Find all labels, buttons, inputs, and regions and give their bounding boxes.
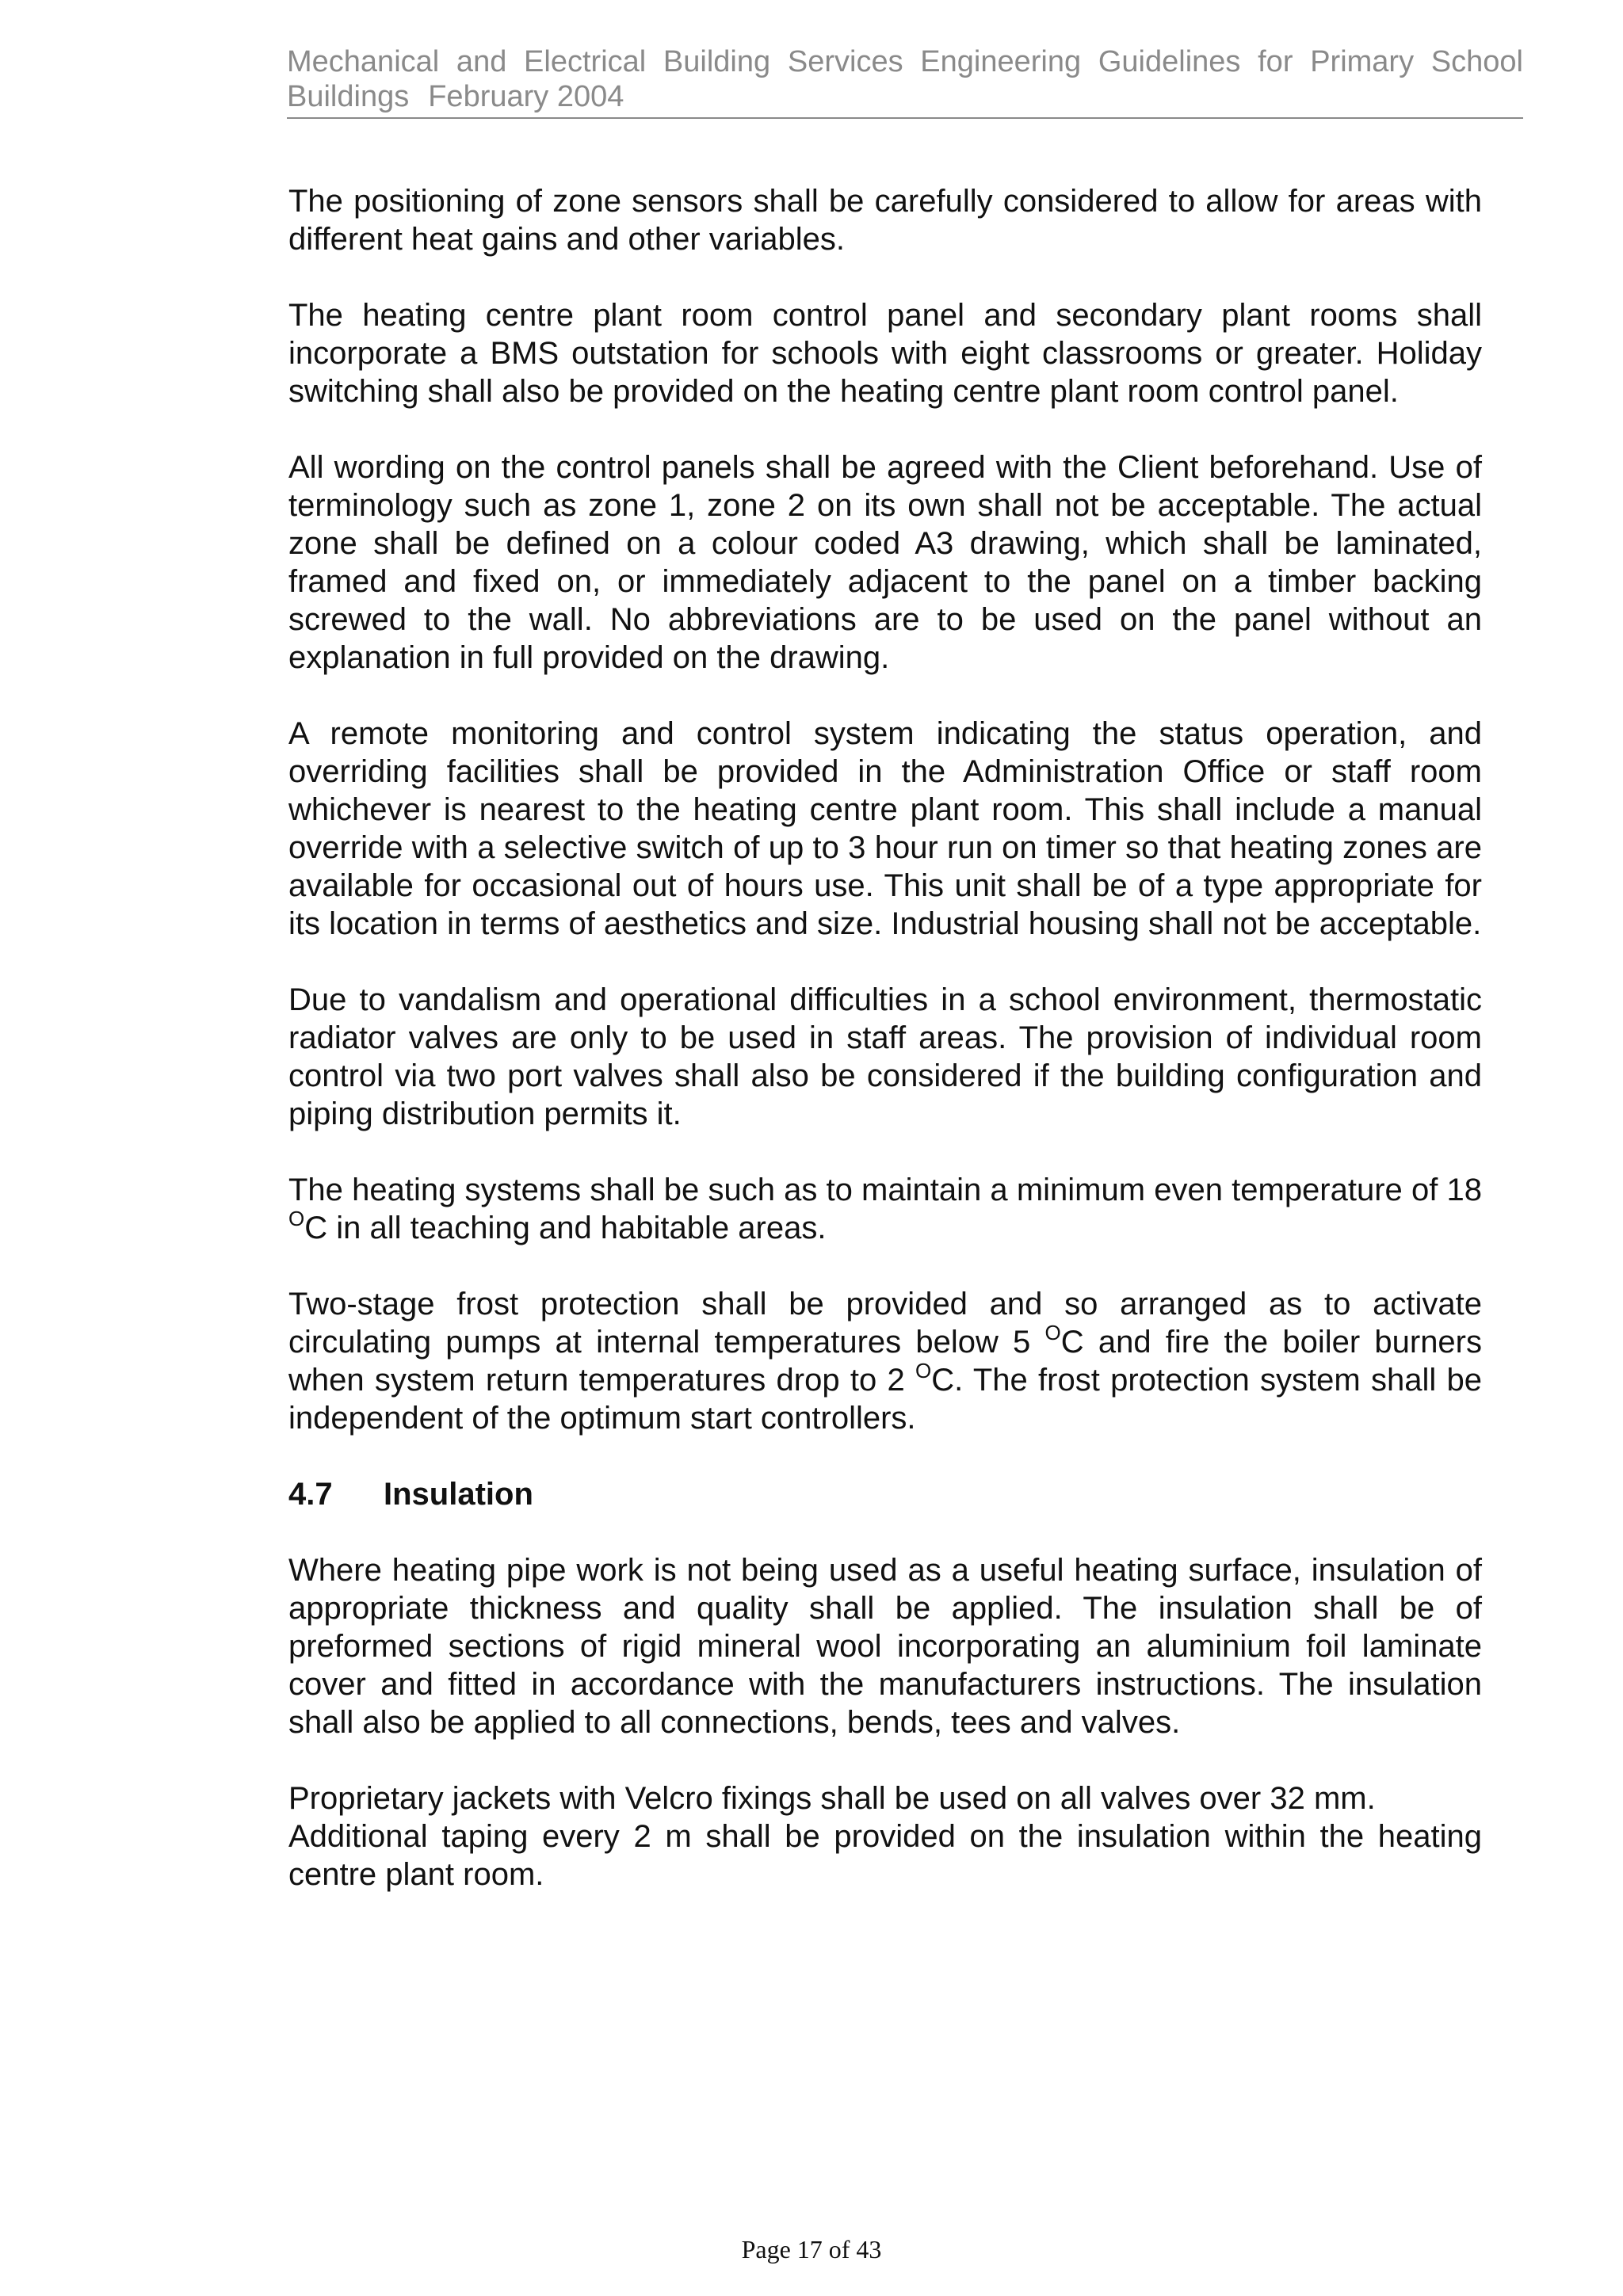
header-title-continued: Buildings — [287, 80, 410, 113]
paragraph-proprietary-jackets: Proprietary jackets with Velcro fixings shall be used on all valves over 32 mm. Additional taping every 2 m shall be provided on the insulation within the heating centre plant room. — [288, 1781, 1482, 1892]
paragraph-insulation: Where heating pipe work is not being used as a useful heating surface, insulation of appropriate thickness and quality shall be applied. The insulation shall be of preformed sections of rigid mineral wool incorporating an aluminium foil laminate cover and fitted in accordance with the manufacturers instructions. The insulation shall also be applied to all connections, bends, tees and valves. — [288, 1553, 1482, 1740]
page-number: Page 17 of 43 — [741, 2235, 882, 2264]
paragraph-bms-outstation: The heating centre plant room control panel and secondary plant rooms shall incorporate a BMS outstation for schools with eight classrooms or greater. Holiday switching shall also be provided on the heating centre plant room control panel. — [288, 298, 1482, 409]
header-title: Mechanical and Electrical Building Services Engineering Guidelines for Primary School — [287, 45, 1523, 78]
section-title: Insulation — [384, 1477, 533, 1512]
running-header — [287, 44, 1523, 119]
paragraph-remote-monitoring: A remote monitoring and control system indicating the status operation, and overriding facilities shall be provided in the Administration Office or staff room whichever is nearest to the heating centre plant room. This shall include a manual override with a selective switch of up to 3 hour run on timer so that heating zones are available for occasional out of hours use. This unit shall be of a type appropriate for its location in terms of aesthetics and size. Industrial housing shall not be acceptable. — [288, 716, 1482, 941]
document-body — [288, 182, 1482, 1932]
section-heading-insulation — [288, 1475, 1482, 1513]
paragraph-minimum-temperature: The heating systems shall be such as to maintain a minimum even temperature of 18 $^O$C in all teaching and habitable areas. — [288, 1173, 1482, 1245]
paragraph-zone-sensors: The positioning of zone sensors shall be carefully considered to allow for areas with different heat gains and other variables. — [288, 184, 1482, 257]
header-date: February 2004 — [428, 80, 624, 113]
paragraph-frost-protection: Two-stage frost protection shall be provided and so arranged as to activate circulating pumps at internal temperatures below 5 $^O$C and fire the boiler burners when system return temperatures drop to 2 $^O$C. The frost protection system shall be independent of the optimum start controllers. — [288, 1287, 1482, 1436]
paragraph-panel-wording: All wording on the control panels shall be agreed with the Client beforehand. Use of terminology such as zone 1, zone 2 on its own shall not be acceptable. The actual zone shall be defined on a colour coded A3 drawing, which shall be laminated, framed and fixed on, or immediately adjacent to the panel on a timber backing screwed to the wall. No abbreviations are to be used on the panel without an explanation in full provided on the drawing. — [288, 450, 1482, 675]
paragraph-radiator-valves: Due to vandalism and operational difficulties in a school environment, thermostatic radiator valves are only to be used in staff areas. The provision of individual room control via two port valves shall also be considered if the building configuration and piping distribution permits it. — [288, 982, 1482, 1131]
section-number: 4.7 — [288, 1477, 333, 1512]
